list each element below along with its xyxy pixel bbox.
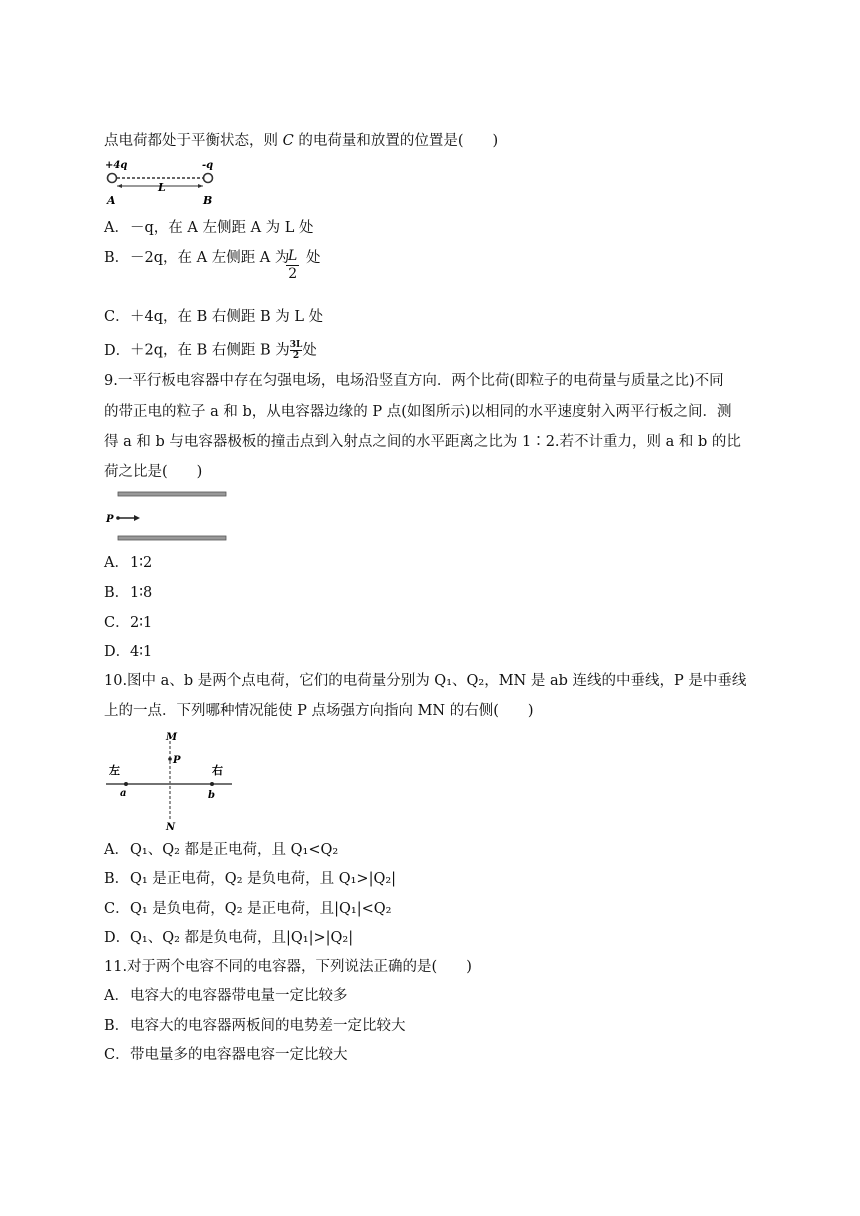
q9-figure-capacitor [104,488,230,544]
label-right-charge: -q [202,160,214,171]
q10-option-b: B．Q₁ 是正电荷，Q₂ 是负电荷，且 Q₁>|Q₂| [104,871,397,887]
q10-option-d: D．Q₁、Q₂ 都是负电荷，且|Q₁|>|Q₂| [104,930,354,946]
q8-option-d: D．＋2q，在 B 右侧距 B 为 $\frac{3L}{2}$处 [104,340,317,361]
q9-stem-line-4: 荷之比是( ) [104,464,203,480]
q10-option-a: A．Q₁、Q₂ 都是正电荷，且 Q₁<Q₂ [104,842,339,858]
q8-figure-two-charges [103,158,219,208]
q11-option-a: A．电容大的电容器带电量一定比较多 [104,988,348,1004]
q9-option-a: A．1∶2 [104,555,153,571]
q8-option-c: C．＋4q，在 B 右侧距 B 为 L 处 [104,309,324,325]
q10-figure-charges [104,728,234,832]
charge-a-dot [124,782,128,786]
q8-option-d-fraction: $\frac{3L}{2}$ [289,340,303,361]
q9-stem-line-2: 的带正电的粒子 a 和 b，从电容器边缘的 P 点(如图所示)以相同的水平速度射入两平行板之间．测 [104,404,732,420]
label-N: N [166,822,176,832]
label-B: B [203,194,213,207]
label-P: P [173,755,181,766]
q11-option-c: C．带电量多的电容器电容一定比较大 [104,1047,348,1063]
q9-stem-line-1: 9.一平行板电容器中存在匀强电场，电场沿竖直方向．两个比荷(即粒子的电荷量与质量之比)不同 [104,373,724,389]
q10-option-c: C．Q₁ 是负电荷，Q₂ 是正电荷，且|Q₁|<Q₂ [104,901,392,917]
upper-plate [118,492,226,496]
q8-option-a: A．－q，在 A 左侧距 A 为 L 处 [104,220,314,236]
q8-option-b-tail: 处 [306,250,321,266]
q8-option-b: B．－2q，在 A 左侧距 A 为 [104,250,290,266]
label-M: M [166,732,178,743]
charge-a-circle [108,174,117,183]
label-distance: L [158,181,166,194]
q9-stem-line-3: 得 a 和 b 与电容器极板的撞击点到入射点之间的水平距离之比为 1∶2.若不计重力，则 a 和 b 的比 [104,434,741,450]
q11-stem: 11.对于两个电容不同的电容器，下列说法正确的是( ) [104,959,472,975]
charge-b-dot [210,782,214,786]
label-left: 左 [109,764,120,777]
q8-stem: 点电荷都处于平衡状态，则 C 的电荷量和放置的位置是( ) [104,133,499,149]
lower-plate [118,536,226,540]
q9-option-c: C．2∶1 [104,615,153,631]
label-A: A [107,194,116,207]
label-P: P [106,514,114,525]
q9-option-d: D．4∶1 [104,644,153,660]
label-a: a [120,788,127,799]
q9-option-b: B．1∶8 [104,585,153,601]
q11-option-b: B．电容大的电容器两板间的电势差一定比较大 [104,1018,406,1034]
label-right: 右 [212,764,223,777]
velocity-arrow [134,515,140,521]
point-P [168,757,172,761]
label-b: b [208,790,215,801]
q8-option-b-fraction: $\frac{L}{2}$ [288,248,298,282]
label-left-charge: +4q [105,160,128,171]
q10-stem-line-2: 上的一点．下列哪种情况能使 P 点场强方向指向 MN 的右侧( ) [104,703,534,719]
charge-b-circle [204,174,213,183]
q10-stem-line-1: 10.图中 a、b 是两个点电荷，它们的电荷量分别为 Q₁、Q₂，MN 是 ab 连线的中垂线，P 是中垂线 [104,673,747,689]
